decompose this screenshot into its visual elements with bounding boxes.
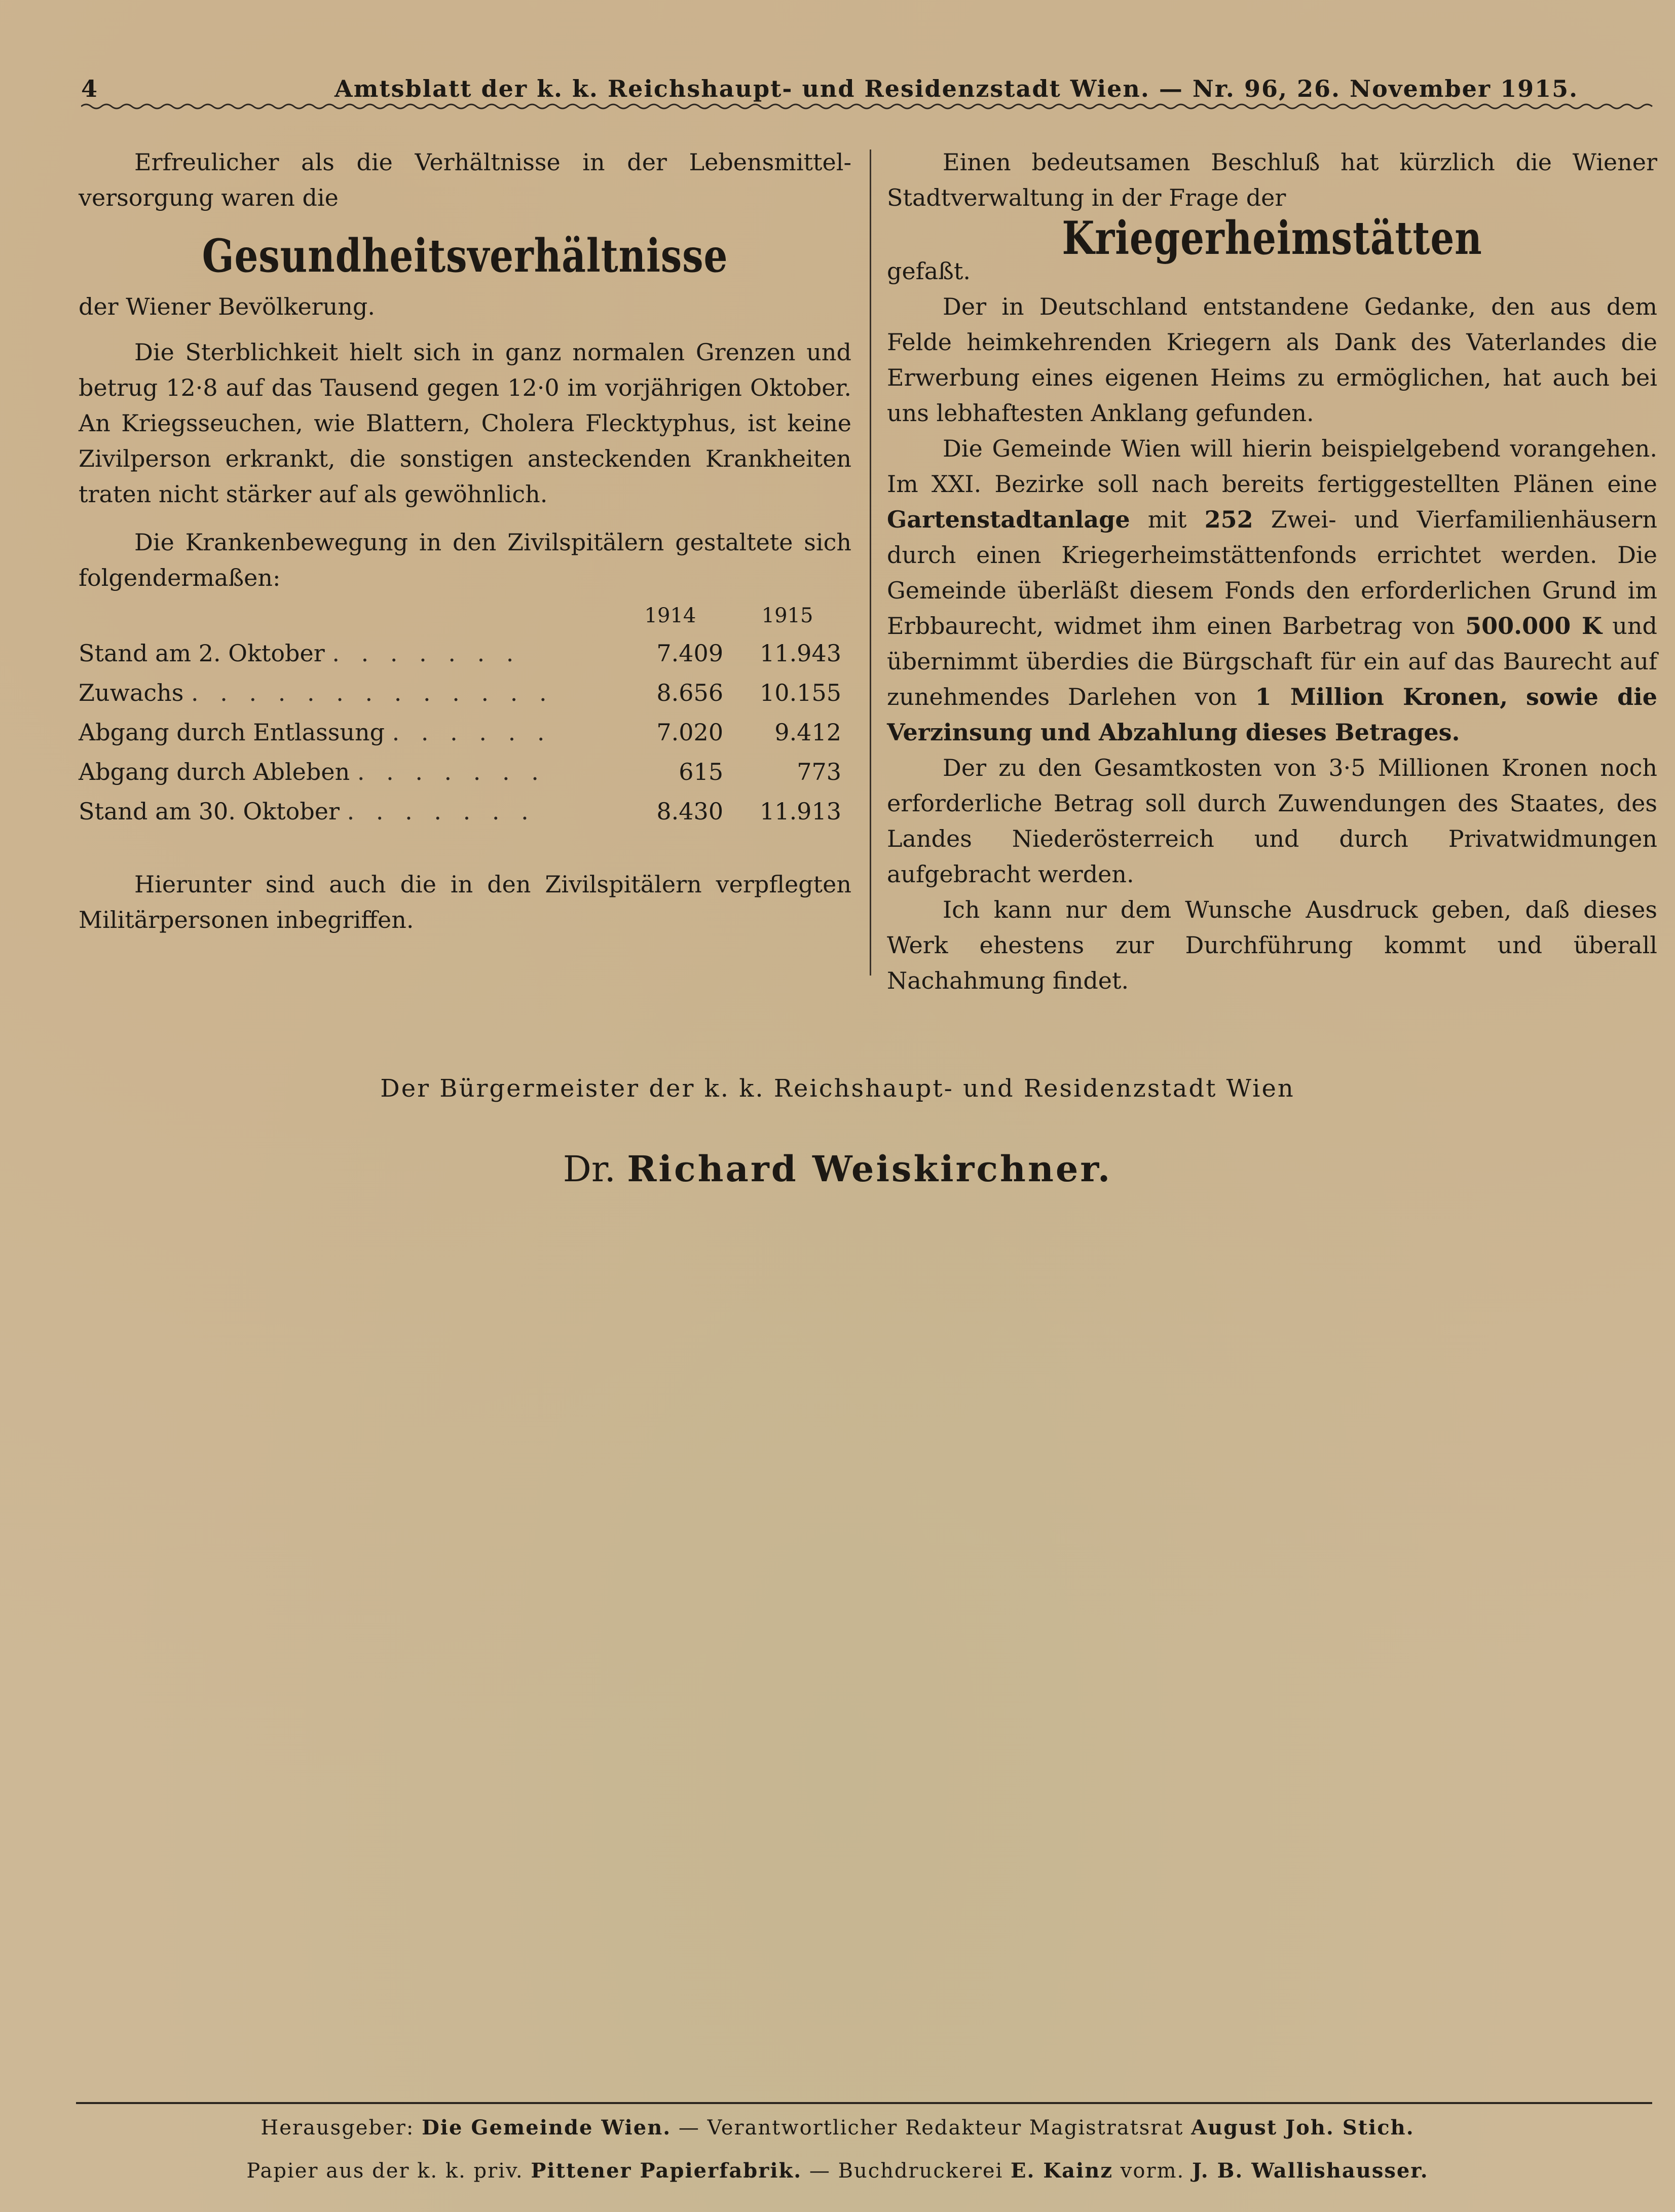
publication-title: Amtsblatt der k. k. Reichshaupt- und Residenzstadt Wien. — Nr. 96, 26. November 1915. — [334, 75, 1579, 102]
cell-1914: 7.020 — [656, 719, 724, 746]
footer-rule — [76, 2102, 1652, 2104]
right-column — [887, 144, 1657, 998]
table-row — [79, 713, 851, 752]
footer-editor: August Joh. Stich. — [1191, 2116, 1415, 2140]
cell-1914: 8.430 — [656, 798, 724, 825]
column-divider — [870, 149, 871, 976]
cell-1915: 11.913 — [760, 798, 841, 825]
footer-printer: E. Kainz — [1011, 2159, 1113, 2183]
right-paragraph-plan — [887, 431, 1657, 750]
hospital-statistics-table — [79, 598, 851, 831]
column-header-1914: 1914 — [644, 604, 696, 627]
left-paragraph-military: Hierunter sind auch die in den Zivilspitälern verpflegten Militärpersonen inbegriffen. — [79, 871, 851, 933]
heading-kriegerheimstaetten: Kriegerheimstätten — [1062, 211, 1482, 265]
plan-text-1: Die Gemeinde Wien will hierin beispielgebend vorangehen. Im XXI. Bezirke soll nach bereits fertiggestellten Plänen eine — [887, 435, 1657, 498]
leader-dots: . . . . . . — [392, 719, 552, 746]
cell-1915: 9.412 — [774, 719, 841, 746]
row-label: Zuwachs — [79, 679, 184, 706]
row-label: Stand am 2. Oktober — [79, 640, 325, 667]
plan-text-2: mit — [1147, 506, 1187, 533]
footer-vorm: vorm. — [1120, 2159, 1185, 2183]
column-header-1915: 1915 — [761, 604, 813, 627]
signature-block — [0, 1148, 1675, 1190]
cell-1914: 7.409 — [656, 640, 724, 667]
row-label: Stand am 30. Oktober — [79, 798, 340, 825]
footer-printer-label: — Buchdruckerei — [809, 2159, 1003, 2183]
footer-paper-mill: Pittener Papierfabrik. — [531, 2159, 802, 2183]
leader-dots: . . . . . . . — [347, 798, 536, 825]
plan-text-3: Zwei- und Vierfamilienhäusern durch einen Kriegerheimstättenfonds errichtet werden. Die Gemeinde überläßt diesem Fonds den erforderlichen Grund im Erbbaurecht, widmet ihm einen Barbetrag von — [887, 506, 1658, 640]
right-after-heading: gefaßt. — [887, 257, 971, 285]
cell-1914: 615 — [679, 758, 724, 785]
cell-1915: 10.155 — [760, 679, 841, 706]
footer-paper-label: Papier aus der k. k. priv. — [246, 2159, 524, 2183]
plan-bold-252: 252 — [1204, 506, 1253, 533]
right-intro: Einen bedeutsamen Beschluß hat kürzlich die Wiener Stadtverwaltung in der Frage der — [887, 148, 1657, 211]
cell-1915: 773 — [797, 758, 841, 785]
cell-1915: 11.943 — [760, 640, 841, 667]
page-header — [81, 61, 1579, 106]
signature-name: Richard Weiskirchner. — [627, 1148, 1112, 1190]
leader-dots: . . . . . . . — [357, 758, 546, 785]
plan-text-4: und übernimmt überdies die Bürgschaft für ein auf das Baurecht auf zunehmendes Darlehen von — [887, 612, 1657, 710]
table-row — [79, 673, 851, 713]
row-label: Abgang durch Entlassung — [79, 719, 385, 746]
row-label: Abgang durch Ableben — [79, 758, 350, 785]
plan-bold-million: 1 Million Kronen, — [1255, 683, 1508, 710]
leader-dots: . . . . . . . . . . . . . — [191, 679, 554, 706]
cell-1914: 8.656 — [656, 679, 724, 706]
left-column — [79, 144, 851, 938]
header-wavy-rule — [81, 101, 1657, 111]
right-paragraph-wish: Ich kann nur dem Wunsche Ausdruck geben, daß dieses Werk ehestens zur Durchführung kommt und überall Nachahmung findet. — [887, 896, 1657, 994]
left-paragraph-mortality: Die Sterblichkeit hielt sich in ganz normalen Grenzen und betrug 12·8 auf das Tausend gegen 12·0 im vorjährigen Oktober. An Kriegsseuchen, wie Blattern, Cholera Flecktyphus, ist keine Zivilperson erkrankt, die sonstigen ansteckenden Krankheiten traten nicht stärker auf als gewöhnlich. — [79, 339, 851, 508]
footer-printer-line — [0, 2159, 1675, 2183]
footer-publisher-line — [0, 2116, 1675, 2140]
footer-publisher-label: Herausgeber: — [260, 2116, 415, 2140]
left-subheading: der Wiener Bevölkerung. — [79, 293, 375, 320]
plan-bold-gartenstadt: Gartenstadtanlage — [887, 506, 1130, 533]
plan-bold-amount: 500.000 K — [1465, 612, 1602, 640]
left-paragraph-hospital-intro: Die Krankenbewegung in den Zivilspitälern gestaltete sich folgendermaßen: — [79, 529, 851, 591]
leader-dots: . . . . . . . — [332, 640, 521, 667]
right-paragraph-idea: Der in Deutschland entstandene Gedanke, den aus dem Felde heimkehrenden Kriegern als Dank des Vaterlandes die Erwerbung eines eigenen Heims zu ermöglichen, hat auch bei uns lebhaftesten Anklang gefunden. — [887, 293, 1657, 427]
right-paragraph-costs: Der zu den Gesamtkosten von 3·5 Millionen Kronen noch erforderliche Betrag soll durch Zuwendungen des Staates, des Landes Niederösterreich und durch Privatwidmungen aufgebracht werden. — [887, 754, 1657, 888]
signature-line: Der Bürgermeister der k. k. Reichshaupt- und Residenzstadt Wien — [380, 1074, 1295, 1103]
signature-title: Dr. — [563, 1148, 616, 1190]
left-intro: Erfreulicher als die Verhältnisse in der Lebensmittel- versorgung waren die — [79, 148, 851, 211]
footer-editor-label: — Verantwortlicher Redakteur Magistratsrat — [678, 2116, 1184, 2140]
footer-printer-former: J. B. Wallishausser. — [1192, 2159, 1429, 2183]
table-header-row — [79, 598, 851, 633]
table-row — [79, 792, 851, 831]
page-number: 4 — [81, 75, 99, 102]
plan-bold-interest: sowie die Verzinsung und Abzahlung dieses Betrages. — [887, 683, 1658, 746]
footer-publisher: Die Gemeinde Wien. — [422, 2116, 672, 2140]
table-row — [79, 752, 851, 792]
table-row — [79, 633, 851, 673]
heading-gesundheitsverhaeltnisse: Gesundheitsverhältnisse — [202, 229, 728, 283]
